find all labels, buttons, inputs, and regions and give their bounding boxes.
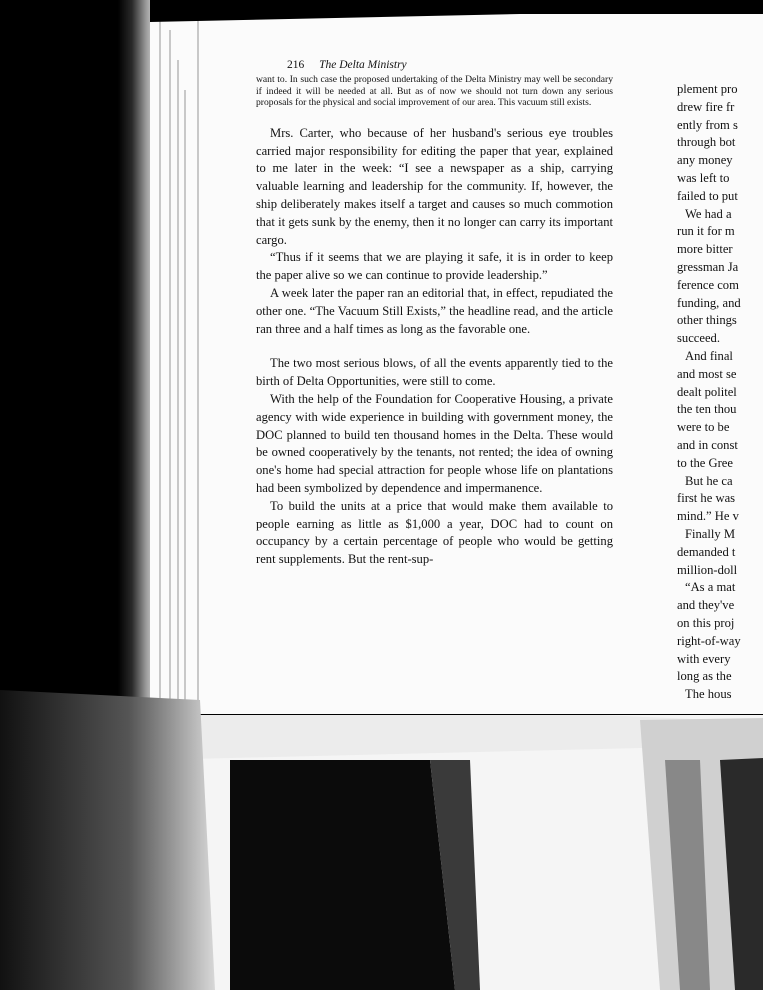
right-page-column xyxy=(677,81,763,704)
right-page-line: And final xyxy=(685,348,733,363)
right-page-line: and in const xyxy=(677,437,738,452)
paragraph: A week later the paper ran an editorial that, in effect, repudiated the other one. “The Vacuum Still Exists,” the headline read, and the article ran three and a half times as long as the favorable one. xyxy=(256,285,613,336)
right-page-line: Finally M xyxy=(685,526,736,541)
right-page-line: other things xyxy=(677,313,737,328)
right-page-line: long as the xyxy=(677,669,732,684)
right-page-line: The hous xyxy=(685,687,732,702)
right-page-line: right-of-way xyxy=(677,633,741,648)
paragraph: Mrs. Carter, who because of her husband's serious eye troubles carried major responsibility for editing the paper that year, explained to me later in the week: “I see a newspaper as a ship, carrying valuable learning and leadership for the community. If, however, the ship deliberately makes itself a target and causes so much commotion that it gets sunk by the enemy, then it no longer can carry its important cargo. xyxy=(256,125,613,247)
right-page-line: any money xyxy=(677,153,733,168)
paragraph: “Thus if it seems that we are playing it safe, it is in order to keep the paper alive so we can continue to provide leadership.” xyxy=(256,250,613,283)
right-page-line: to the Gree xyxy=(677,455,733,470)
right-page-line: ently from s xyxy=(677,117,738,132)
right-page-line: first he was xyxy=(677,491,736,506)
right-page-line: We had a xyxy=(685,206,732,221)
right-page-line: run it for m xyxy=(677,224,735,239)
right-page-line: the ten thou xyxy=(677,402,737,417)
right-page-line: failed to put xyxy=(677,188,738,203)
right-page-line: But he ca xyxy=(685,473,733,488)
right-page-line: was left to xyxy=(677,170,730,185)
running-title: The Delta Ministry xyxy=(319,59,407,71)
right-page-line: “As a mat xyxy=(685,580,736,595)
right-page-line: gressman Ja xyxy=(677,259,739,274)
right-page-line: and most se xyxy=(677,366,737,381)
right-page-line: drew fire fr xyxy=(677,99,735,114)
body-text-part-2 xyxy=(256,355,613,569)
right-page-line: and they've xyxy=(677,598,735,613)
right-page-line: ference com xyxy=(677,277,739,292)
paragraph: The two most serious blows, of all the events apparently tied to the birth of Delta Opportunities, were still to come. xyxy=(256,356,613,389)
right-page-line: funding, and xyxy=(677,295,741,310)
right-page-line: more bitter xyxy=(677,242,733,257)
right-page-line: succeed. xyxy=(677,331,721,346)
body-text-part-1 xyxy=(256,125,613,339)
left-column xyxy=(256,74,613,569)
right-page-line: with every xyxy=(677,651,731,666)
right-page-line: demanded t xyxy=(677,544,736,559)
right-page-line: on this proj xyxy=(677,615,735,630)
paragraph: To build the units at a price that would make them available to people earning as little as $1,000 a year, DOC had to count on occupancy by a certain percentage of people who would be getting rent supplements. But the rent-sup- xyxy=(256,498,613,567)
right-page-line: plement pro xyxy=(677,82,738,96)
right-page-line: were to be xyxy=(677,420,730,435)
right-page-line: through bot xyxy=(677,135,736,150)
block-quote: want to. In such case the proposed undertaking of the Delta Ministry may well be secondary if indeed it will be needed at all. But as of now we should not turn down any serious proposals for the physical and social improvement of our area. This vacuum still exists. xyxy=(256,74,613,109)
right-page-line: mind.” He v xyxy=(677,509,739,524)
page-number: 216 xyxy=(287,59,305,71)
right-page-line: million-doll xyxy=(677,562,738,577)
paragraph: With the help of the Foundation for Cooperative Housing, a private agency with wide experience in building with government money, the DOC planned to build ten thousand homes in the Delta. These would be owned cooperatively by the tenants, not rented; the idea of owning one's home had special attraction for people whose life on plantations had been symbolized by dependence and impermanence. xyxy=(256,391,613,495)
right-page-line: dealt politel xyxy=(677,384,737,399)
right-page-lines xyxy=(677,81,763,704)
running-header xyxy=(287,59,407,71)
